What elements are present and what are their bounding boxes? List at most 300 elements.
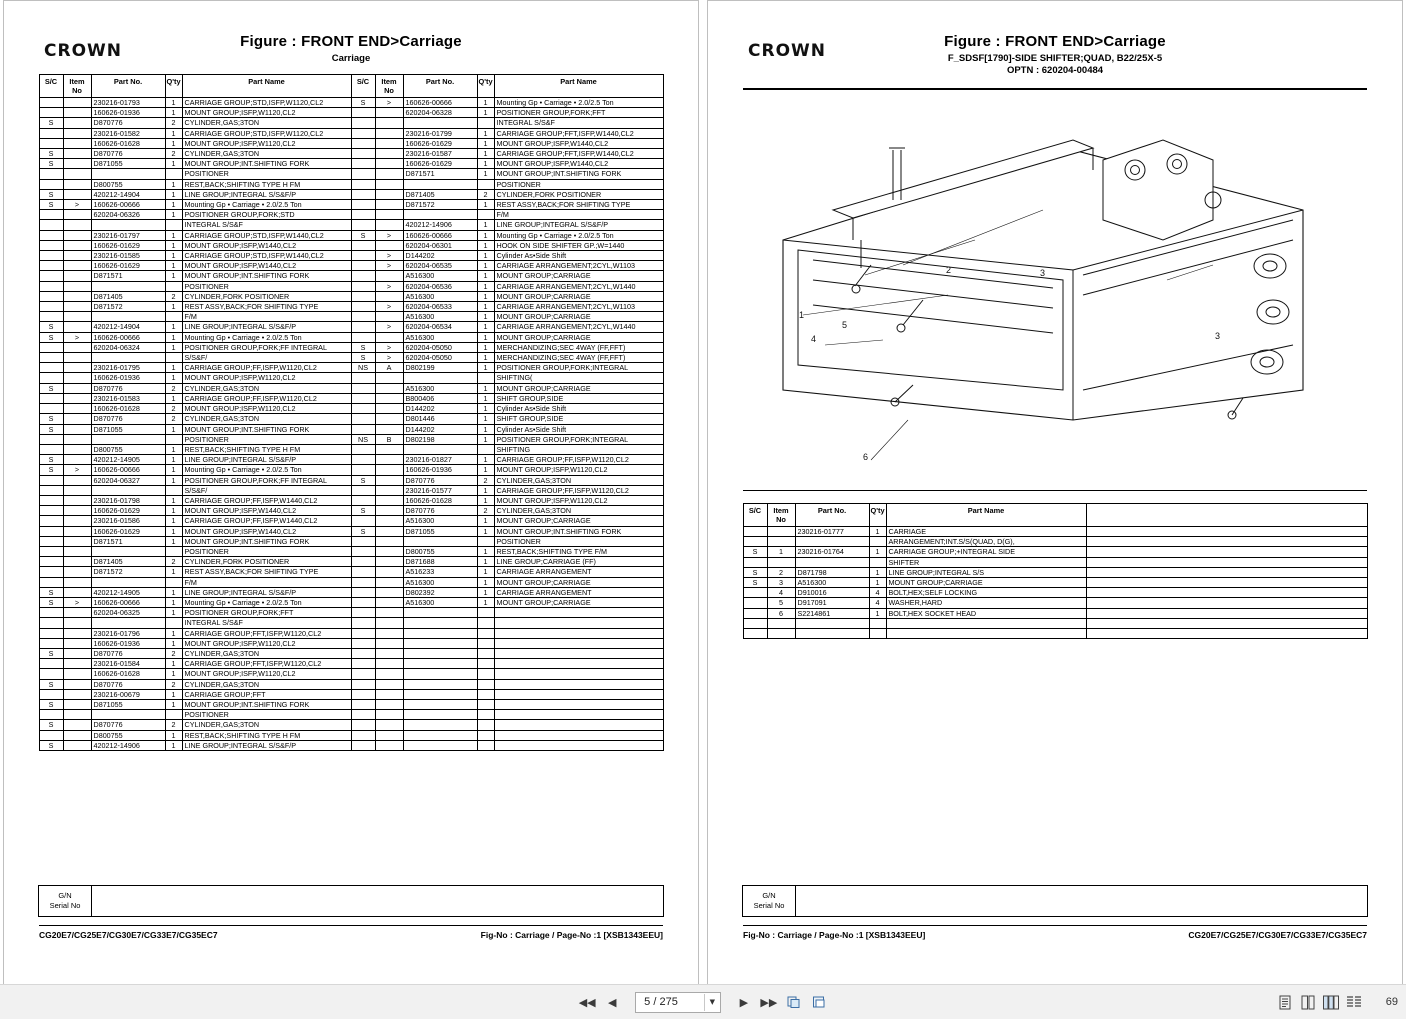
cell-sc <box>39 669 63 679</box>
cell-part-name-2: REST,BACK;SHIFTING TYPE F/M <box>494 546 663 556</box>
cell-item-no <box>63 169 91 179</box>
cell-qty: 1 <box>165 200 182 210</box>
cell-part-no-2: D870776 <box>403 506 477 516</box>
cell-item-no-2 <box>375 455 403 465</box>
cell-part-name: CARRIAGE GROUP;FFT <box>182 689 351 699</box>
cell-part-name: MOUNT GROUP;ISFP,W1440,CL2 <box>182 240 351 250</box>
cell-part-name: CARRIAGE GROUP;FF,ISFP,W1440,CL2 <box>182 495 351 505</box>
cell-part-name-2: CARRIAGE GROUP;FF,ISFP,W1120,CL2 <box>494 485 663 495</box>
cell-part-name: CARRIAGE GROUP;STD,ISFP,W1120,CL2 <box>182 98 351 108</box>
cell-qty: 1 <box>165 210 182 220</box>
table-row <box>39 699 663 709</box>
cell-qty-2: 1 <box>477 169 494 179</box>
cell-part-name: REST,BACK;SHIFTING TYPE H FM <box>182 444 351 454</box>
cell-part-no-2: D800755 <box>403 546 477 556</box>
cell-sc <box>39 179 63 189</box>
cell-item-no-2 <box>375 128 403 138</box>
last-page-icon[interactable]: ▶▶ <box>760 995 778 1009</box>
cell-part-no: D917091 <box>795 598 869 608</box>
gn-serial-value-right <box>796 886 1367 916</box>
viewer-toolbar <box>0 984 1406 1019</box>
cell-part-name: CARRIAGE GROUP;FF,ISFP,W1120,CL2 <box>182 393 351 403</box>
cell-part-no-2: 230216-01827 <box>403 455 477 465</box>
crown-logo-right <box>748 41 826 61</box>
cell-qty: 4 <box>869 588 886 598</box>
cell-item-no-2 <box>375 557 403 567</box>
table-row <box>39 189 663 199</box>
table-row <box>39 577 663 587</box>
cell-part-name-2: CARRIAGE GROUP;FF,ISFP,W1120,CL2 <box>494 455 663 465</box>
cell-part-name-2: POSITIONER GROUP,FORK;INTEGRAL <box>494 434 663 444</box>
cell-sc: S <box>39 189 63 199</box>
cell-qty: 1 <box>165 465 182 475</box>
cell-sc: S <box>39 720 63 730</box>
cell-sc-2 <box>351 659 375 669</box>
first-page-icon[interactable]: ◀◀ <box>578 995 596 1009</box>
cell-part-name-2: CARRIAGE GROUP;FFT,ISFP,W1440,CL2 <box>494 149 663 159</box>
exploded-diagram <box>743 88 1367 491</box>
cell-part-no-2 <box>403 689 477 699</box>
table-row <box>743 598 1367 608</box>
cell-qty: 2 <box>165 414 182 424</box>
table-row <box>743 527 1367 537</box>
table-row <box>39 506 663 516</box>
cell-part-no-2: 620204-05050 <box>403 342 477 352</box>
table-row <box>39 455 663 465</box>
cell-sc: S <box>743 578 767 588</box>
cell-sc: S <box>39 200 63 210</box>
cell-qty: 1 <box>165 322 182 332</box>
cell-part-name: Mounting Gp • Carriage • 2.0/2.5 Ton <box>182 200 351 210</box>
page-number-input[interactable] <box>635 992 721 1013</box>
cell-part-name-2: SHIFT GROUP,SIDE <box>494 393 663 403</box>
cell-item-no <box>63 240 91 250</box>
table-row <box>39 251 663 261</box>
cell-part-name-2: MOUNT GROUP;ISFP,W1440,CL2 <box>494 159 663 169</box>
cell-sc: S <box>39 322 63 332</box>
cell-part-no: 230216-01798 <box>91 495 165 505</box>
cell-part-no-2: D802199 <box>403 363 477 373</box>
cell-part-no: 230216-01797 <box>91 230 165 240</box>
cell-sc-2 <box>351 118 375 128</box>
cell-part-name: CARRIAGE GROUP;FF,ISFP,W1440,CL2 <box>182 516 351 526</box>
cell-item-no-2 <box>375 699 403 709</box>
cell-part-name-2: MOUNT GROUP;ISFP,W1120,CL2 <box>494 465 663 475</box>
prev-page-icon[interactable]: ◀ <box>607 995 617 1009</box>
next-page-icon[interactable]: ▶ <box>739 995 749 1009</box>
cell-part-no: D871405 <box>91 291 165 301</box>
cell-qty: 4 <box>869 598 886 608</box>
cell-item-no-2 <box>375 291 403 301</box>
cell-sc-2 <box>351 220 375 230</box>
cell-qty-2 <box>477 720 494 730</box>
cell-item-no <box>63 281 91 291</box>
cell-empty <box>743 629 767 639</box>
cell-part-name: POSITIONER <box>182 169 351 179</box>
cell-sc <box>39 557 63 567</box>
cell-qty: 1 <box>165 506 182 516</box>
cell-qty: 1 <box>165 261 182 271</box>
continuous-view-icon[interactable] <box>1300 994 1316 1010</box>
cell-part-no-2: D144202 <box>403 424 477 434</box>
cell-item-no-2 <box>375 169 403 179</box>
cell-item-no-2 <box>375 669 403 679</box>
cell-part-no-2: B800406 <box>403 393 477 403</box>
cell-part-name: POSITIONER GROUP,FORK;FF INTEGRAL <box>182 475 351 485</box>
cell-qty: 1 <box>165 444 182 454</box>
callout-4: 4 <box>811 334 817 344</box>
cell-item-no <box>63 648 91 658</box>
cell-part-name: CARRIAGE GROUP;+INTEGRAL SIDE <box>886 547 1086 557</box>
cell-part-no: 420212-14906 <box>91 740 165 750</box>
cell-part-name-2 <box>494 720 663 730</box>
cell-sc-2 <box>351 546 375 556</box>
cell-sc-2: NS <box>351 434 375 444</box>
cell-part-no: 160626-01628 <box>91 138 165 148</box>
cell-item-no-2 <box>375 506 403 516</box>
cell-sc-2 <box>351 740 375 750</box>
cell-item-no-2 <box>375 210 403 220</box>
cell-item-no-2 <box>375 200 403 210</box>
cell-item-no: 2 <box>767 567 795 577</box>
cell-part-name-2: CARRIAGE ARRANGEMENT;2CYL,W1103 <box>494 261 663 271</box>
cell-qty: 1 <box>165 271 182 281</box>
cell-sc-2 <box>351 557 375 567</box>
cell-part-no: 230216-01796 <box>91 628 165 638</box>
cell-item-no: 3 <box>767 578 795 588</box>
th-sc-2: S/C <box>351 75 375 98</box>
cell-sc <box>39 302 63 312</box>
cell-sc <box>39 98 63 108</box>
cell-part-no <box>91 312 165 322</box>
cell-part-name-2: MOUNT GROUP;CARRIAGE <box>494 332 663 342</box>
table-row <box>39 444 663 454</box>
footer-fig-no-right: Fig-No : Carriage / Page-No :1 [XSB1343EEU] <box>743 930 926 940</box>
cell-part-name: CYLINDER,FORK POSITIONER <box>182 557 351 567</box>
cell-item-no <box>767 537 795 547</box>
cell-qty: 1 <box>165 689 182 699</box>
cell-item-no <box>63 638 91 648</box>
th-item-no: Item No <box>63 75 91 98</box>
cell-part-no: 230216-01793 <box>91 98 165 108</box>
cell-item-no-2 <box>375 679 403 689</box>
cell-part-name-2: MOUNT GROUP;CARRIAGE <box>494 577 663 587</box>
cell-sc-2 <box>351 628 375 638</box>
cell-item-no-2 <box>375 577 403 587</box>
cell-sc-2 <box>351 271 375 281</box>
cell-qty-2 <box>477 679 494 689</box>
multi-column-view-icon[interactable] <box>1346 994 1362 1010</box>
cell-part-no-2: 620204-06535 <box>403 261 477 271</box>
cell-part-name: MOUNT GROUP;ISFP,W1120,CL2 <box>182 108 351 118</box>
cell-qty-2: 1 <box>477 322 494 332</box>
cell-sc: S <box>39 424 63 434</box>
cell-sc-2 <box>351 128 375 138</box>
cell-item-no-2: > <box>375 261 403 271</box>
cell-blank <box>1086 537 1367 547</box>
cell-qty: 1 <box>165 342 182 352</box>
cell-qty: 1 <box>165 424 182 434</box>
cell-sc <box>39 516 63 526</box>
cell-part-name: MOUNT GROUP;INT.SHIFTING FORK <box>182 424 351 434</box>
cell-part-no-2: D871405 <box>403 189 477 199</box>
cell-part-name-2: MERCHANDIZING;SEC 4WAY (FF,FFT) <box>494 353 663 363</box>
cell-part-no-2 <box>403 669 477 679</box>
cell-sc-2 <box>351 699 375 709</box>
cell-part-no-2: A516300 <box>403 291 477 301</box>
cell-part-no-2: A516300 <box>403 332 477 342</box>
cell-item-no-2 <box>375 108 403 118</box>
cell-item-no <box>63 404 91 414</box>
cell-part-name: CYLINDER,GAS;3TON <box>182 648 351 658</box>
cell-part-no-2 <box>403 444 477 454</box>
cell-part-no <box>91 434 165 444</box>
cell-item-no <box>63 138 91 148</box>
cell-qty: 2 <box>165 383 182 393</box>
cell-qty: 1 <box>165 363 182 373</box>
cell-sc <box>39 526 63 536</box>
cell-item-no-2: > <box>375 302 403 312</box>
paste-icon-svg <box>812 995 826 1009</box>
cell-sc-2 <box>351 648 375 658</box>
cell-part-name-2 <box>494 699 663 709</box>
cell-sc <box>39 138 63 148</box>
cell-part-no-2 <box>403 618 477 628</box>
cell-item-no-2: > <box>375 353 403 363</box>
cell-item-no <box>63 434 91 444</box>
cell-sc <box>39 210 63 220</box>
cell-qty: 1 <box>165 628 182 638</box>
cell-part-name: MOUNT GROUP;INT.SHIFTING FORK <box>182 536 351 546</box>
table-row <box>39 740 663 750</box>
table-row <box>743 608 1367 618</box>
cell-item-no <box>63 444 91 454</box>
cell-part-name: MOUNT GROUP;INT.SHIFTING FORK <box>182 271 351 281</box>
cell-part-name: CARRIAGE <box>886 527 1086 537</box>
cell-qty: 1 <box>165 251 182 261</box>
table-row <box>39 526 663 536</box>
cell-part-name: LINE GROUP;INTEGRAL S/S&F/P <box>182 587 351 597</box>
table-row <box>39 638 663 648</box>
cell-part-no-2: 230216-01577 <box>403 485 477 495</box>
page-subtitle: Carriage <box>331 53 371 64</box>
document-page-right <box>707 0 1403 985</box>
cell-sc <box>743 557 767 567</box>
cell-qty-2: 1 <box>477 495 494 505</box>
cell-item-no <box>63 689 91 699</box>
cell-part-name: ARRANGEMENT;INT.S/S(QUAD, D(G), <box>886 537 1086 547</box>
cell-part-no: D870776 <box>91 679 165 689</box>
cell-item-no-2 <box>375 393 403 403</box>
cell-item-no-2 <box>375 312 403 322</box>
cell-qty-2: 1 <box>477 230 494 240</box>
cell-part-name: POSITIONER <box>182 546 351 556</box>
cell-empty <box>1086 629 1367 639</box>
cell-qty: 1 <box>869 527 886 537</box>
cell-part-no-2: A516300 <box>403 597 477 607</box>
cell-part-no: 230216-01586 <box>91 516 165 526</box>
cell-sc-2 <box>351 179 375 189</box>
cell-part-no-2: 230216-01799 <box>403 128 477 138</box>
cell-qty: 2 <box>165 404 182 414</box>
cell-qty <box>165 577 182 587</box>
cell-sc <box>39 281 63 291</box>
table-row <box>39 628 663 638</box>
cell-item-no-2 <box>375 516 403 526</box>
cell-sc-2 <box>351 373 375 383</box>
cell-part-name: CARRIAGE GROUP;FF,ISFP,W1120,CL2 <box>182 363 351 373</box>
table-row <box>39 342 663 352</box>
cell-part-name-2: MOUNT GROUP;ISFP,W1440,CL2 <box>494 138 663 148</box>
cell-part-name-2: CARRIAGE ARRANGEMENT;2CYL,W1440 <box>494 281 663 291</box>
chevron-down-icon[interactable]: ▼ <box>704 994 720 1011</box>
cell-sc: S <box>39 414 63 424</box>
gn-serial-label <box>39 886 92 916</box>
cell-sc-2 <box>351 200 375 210</box>
cell-sc <box>39 730 63 740</box>
cell-part-no: 620204-06326 <box>91 210 165 220</box>
table-row <box>39 128 663 138</box>
cell-part-name: WASHER,HARD <box>886 598 1086 608</box>
cell-part-no-2: 620204-06533 <box>403 302 477 312</box>
facing-pages-view-icon[interactable] <box>1323 994 1339 1010</box>
cell-qty-2 <box>477 669 494 679</box>
cell-item-no <box>767 557 795 567</box>
cell-qty: 2 <box>165 720 182 730</box>
callout-6: 6 <box>863 452 869 462</box>
cell-part-name: REST ASSY,BACK;FOR SHIFTING TYPE <box>182 302 351 312</box>
table-row <box>39 149 663 159</box>
cell-qty-2: 1 <box>477 291 494 301</box>
cell-part-no <box>91 353 165 363</box>
cell-part-no: 230216-01584 <box>91 659 165 669</box>
cell-item-no-2 <box>375 240 403 250</box>
cell-part-no-2: D871688 <box>403 557 477 567</box>
cell-item-no-2 <box>375 179 403 189</box>
callout-2: 2 <box>946 265 952 275</box>
cell-sc <box>39 108 63 118</box>
table-row <box>743 537 1367 547</box>
cell-item-no-2 <box>375 444 403 454</box>
cell-qty-2: 1 <box>477 434 494 444</box>
cell-sc-2 <box>351 189 375 199</box>
cell-sc: S <box>743 567 767 577</box>
cell-part-name-2: Cylinder As•Side Shift <box>494 404 663 414</box>
cell-item-no-2 <box>375 587 403 597</box>
copy-page-icon[interactable] <box>786 994 802 1010</box>
cell-sc <box>39 220 63 230</box>
cell-part-no: D871572 <box>91 302 165 312</box>
cell-item-no <box>63 699 91 709</box>
table-row <box>39 373 663 383</box>
zoom-percent-label: 69 <box>1385 996 1398 1008</box>
table-row <box>39 312 663 322</box>
cell-part-name-2: CARRIAGE GROUP;FFT,ISFP,W1440,CL2 <box>494 128 663 138</box>
cell-part-no: D871571 <box>91 536 165 546</box>
cell-item-no <box>63 424 91 434</box>
table-row <box>39 261 663 271</box>
cell-part-no: A516300 <box>795 578 869 588</box>
cell-sc <box>39 577 63 587</box>
cell-qty-2 <box>477 638 494 648</box>
cell-part-name: MOUNT GROUP;ISFP,W1440,CL2 <box>182 526 351 536</box>
table-row <box>39 567 663 577</box>
cell-part-no-2: 160626-00666 <box>403 98 477 108</box>
cell-item-no <box>63 108 91 118</box>
cell-qty-2: 1 <box>477 597 494 607</box>
cell-part-no-2 <box>403 730 477 740</box>
cell-sc <box>39 434 63 444</box>
cell-part-name: POSITIONER GROUP,FORK;STD <box>182 210 351 220</box>
cell-sc-2 <box>351 455 375 465</box>
single-page-view-icon[interactable] <box>1277 994 1293 1010</box>
cell-sc-2 <box>351 261 375 271</box>
cell-qty: 1 <box>165 587 182 597</box>
table-row <box>39 730 663 740</box>
cell-part-name-2: POSITIONER GROUP,FORK;INTEGRAL <box>494 363 663 373</box>
cell-part-name-2: Mounting Gp • Carriage • 2.0/2.5 Ton <box>494 98 663 108</box>
cell-part-name: MOUNT GROUP;ISFP,W1120,CL2 <box>182 404 351 414</box>
cell-item-no: 4 <box>767 588 795 598</box>
cell-empty <box>886 618 1086 628</box>
callout-1: 1 <box>799 310 805 320</box>
th-qty-2: Q'ty <box>477 75 494 98</box>
cell-item-no: 5 <box>767 598 795 608</box>
cell-qty: 1 <box>165 567 182 577</box>
cell-sc-2: S <box>351 353 375 363</box>
cell-part-name: F/M <box>182 577 351 587</box>
cell-qty: 1 <box>165 608 182 618</box>
cell-sc: S <box>39 118 63 128</box>
cell-qty: 2 <box>165 118 182 128</box>
cell-part-no: 620204-06327 <box>91 475 165 485</box>
cell-part-name-2: HOOK ON SIDE SHIFTER GP.;W=1440 <box>494 240 663 250</box>
cell-part-no-2 <box>403 608 477 618</box>
paste-page-icon[interactable] <box>811 994 827 1010</box>
table-row <box>39 108 663 118</box>
cell-part-name: S/S&F/ <box>182 485 351 495</box>
cell-qty-2: 1 <box>477 261 494 271</box>
cell-item-no <box>63 251 91 261</box>
cell-blank <box>1086 588 1367 598</box>
table-row <box>39 230 663 240</box>
cell-sc-2: S <box>351 230 375 240</box>
gn-serial-value <box>92 886 663 916</box>
cell-sc-2: S <box>351 98 375 108</box>
cell-sc <box>39 659 63 669</box>
cell-sc: S <box>39 740 63 750</box>
cell-part-no-2: D871055 <box>403 526 477 536</box>
cell-part-name-2: REST ASSY,BACK;FOR SHIFTING TYPE <box>494 200 663 210</box>
table-row <box>39 138 663 148</box>
cell-item-no-2 <box>375 710 403 720</box>
cell-item-no <box>63 546 91 556</box>
cell-part-name: LINE GROUP;INTEGRAL S/S&F/P <box>182 740 351 750</box>
cell-sc <box>39 546 63 556</box>
cell-qty: 1 <box>165 373 182 383</box>
cell-item-no <box>63 740 91 750</box>
cell-qty-2 <box>477 740 494 750</box>
cell-qty-2 <box>477 659 494 669</box>
cell-part-name: CYLINDER,GAS;3TON <box>182 118 351 128</box>
cell-qty: 1 <box>165 128 182 138</box>
cell-part-no: 160626-00666 <box>91 332 165 342</box>
right-page-bottom <box>726 885 1384 940</box>
cell-part-no: D871055 <box>91 159 165 169</box>
cell-qty-2 <box>477 689 494 699</box>
cell-part-no-2: 160626-00666 <box>403 230 477 240</box>
cell-empty <box>795 629 869 639</box>
